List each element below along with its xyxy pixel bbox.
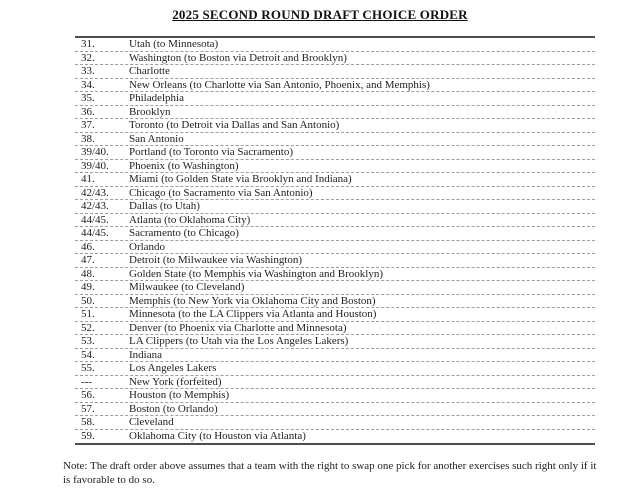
pick-number: 47. (81, 254, 95, 267)
team-entry: Sacramento (to Chicago) (129, 227, 239, 240)
pick-number: 59. (81, 430, 95, 443)
table-row (75, 281, 595, 295)
team-entry: LA Clippers (to Utah via the Los Angeles Lakers) (129, 335, 349, 348)
note-text: Note: The draft order above assumes that a team with the right to swap one pick for another exercises such right only if it is favorable to do so. (63, 460, 597, 486)
pick-number: 44/45. (81, 213, 109, 226)
table-row (75, 308, 595, 322)
page-title: 2025 SECOND ROUND DRAFT CHOICE ORDER (172, 7, 468, 22)
team-entry: Cleveland (129, 416, 174, 429)
team-entry: New Orleans (to Charlotte via San Antonio, Phoenix, and Memphis) (129, 78, 430, 91)
team-entry: Golden State (to Memphis via Washington and Brooklyn) (129, 267, 384, 280)
team-entry: Memphis (to New York via Oklahoma City and Boston) (129, 294, 376, 307)
team-entry: Miami (to Golden State via Brooklyn and Indiana) (129, 173, 352, 186)
table-row (75, 430, 595, 444)
pick-number: 54. (81, 348, 95, 361)
table-row (75, 38, 595, 52)
team-entry: Philadelphia (129, 92, 184, 105)
pick-number: 42/43. (81, 200, 109, 213)
team-entry: Phoenix (to Washington) (129, 159, 239, 172)
team-entry: Denver (to Phoenix via Charlotte and Minnesota) (129, 321, 347, 334)
team-entry: Boston (to Orlando) (129, 402, 218, 415)
team-entry: Milwaukee (to Cleveland) (129, 281, 245, 294)
table-row (75, 52, 595, 66)
pick-number: 36. (81, 105, 95, 118)
team-entry: Atlanta (to Oklahoma City) (129, 213, 251, 226)
pick-number: 53. (81, 335, 95, 348)
table-row (75, 187, 595, 201)
pick-number: 56. (81, 389, 95, 402)
table-row (75, 268, 595, 282)
pick-number: 39/40. (81, 159, 109, 172)
team-entry: Indiana (129, 348, 162, 361)
team-entry: Dallas (to Utah) (129, 200, 200, 213)
pick-number: 52. (81, 321, 95, 334)
table-row (75, 119, 595, 133)
pick-number: 38. (81, 132, 95, 145)
pick-number: 35. (81, 92, 95, 105)
team-entry: Brooklyn (129, 105, 171, 118)
table-row (75, 214, 595, 228)
table-row (75, 389, 595, 403)
team-entry: Chicago (to Sacramento via San Antonio) (129, 186, 313, 199)
team-entry: Utah (to Minnesota) (129, 38, 219, 51)
table-row (75, 322, 595, 336)
team-entry: New York (forfeited) (129, 375, 222, 388)
pick-number: 33. (81, 65, 95, 78)
pick-number: 58. (81, 416, 95, 429)
table-row (75, 416, 595, 430)
table-row (75, 335, 595, 349)
team-entry: Detroit (to Milwaukee via Washington) (129, 254, 303, 267)
team-entry: Houston (to Memphis) (129, 389, 230, 402)
team-entry: Portland (to Toronto via Sacramento) (129, 146, 293, 159)
pick-number: 49. (81, 281, 95, 294)
table-row (75, 200, 595, 214)
table-row (75, 241, 595, 255)
table-row (75, 295, 595, 309)
draft-order-table (75, 36, 595, 445)
table-row (75, 160, 595, 174)
team-entry: Washington (to Boston via Detroit and Brooklyn) (129, 51, 347, 64)
pick-number: 34. (81, 78, 95, 91)
table-row (75, 65, 595, 79)
table-row (75, 106, 595, 120)
pick-number: 39/40. (81, 146, 109, 159)
team-entry: Oklahoma City (to Houston via Atlanta) (129, 430, 306, 443)
team-entry: San Antonio (129, 132, 184, 145)
table-row (75, 254, 595, 268)
table-row (75, 376, 595, 390)
pick-number: 32. (81, 51, 95, 64)
table-row (75, 403, 595, 417)
table-row (75, 173, 595, 187)
pick-number: 44/45. (81, 227, 109, 240)
pick-number: 50. (81, 294, 95, 307)
pick-number: 55. (81, 362, 95, 375)
pick-number: --- (81, 375, 92, 388)
table-row (75, 349, 595, 363)
team-entry: Orlando (129, 240, 166, 253)
table-row (75, 133, 595, 147)
team-entry: Los Angeles Lakers (129, 362, 217, 375)
team-entry: Toronto (to Detroit via Dallas and San Antonio) (129, 119, 340, 132)
team-entry: Minnesota (to the LA Clippers via Atlanta and Houston) (129, 308, 377, 321)
team-entry: Charlotte (129, 65, 170, 78)
pick-number: 37. (81, 119, 95, 132)
table-row (75, 227, 595, 241)
table-row (75, 146, 595, 160)
table-row (75, 92, 595, 106)
table-row (75, 362, 595, 376)
pick-number: 41. (81, 173, 95, 186)
pick-number: 42/43. (81, 186, 109, 199)
pick-number: 48. (81, 267, 95, 280)
pick-number: 31. (81, 38, 95, 51)
table-row (75, 79, 595, 93)
pick-number: 46. (81, 240, 95, 253)
pick-number: 57. (81, 402, 95, 415)
pick-number: 51. (81, 308, 95, 321)
